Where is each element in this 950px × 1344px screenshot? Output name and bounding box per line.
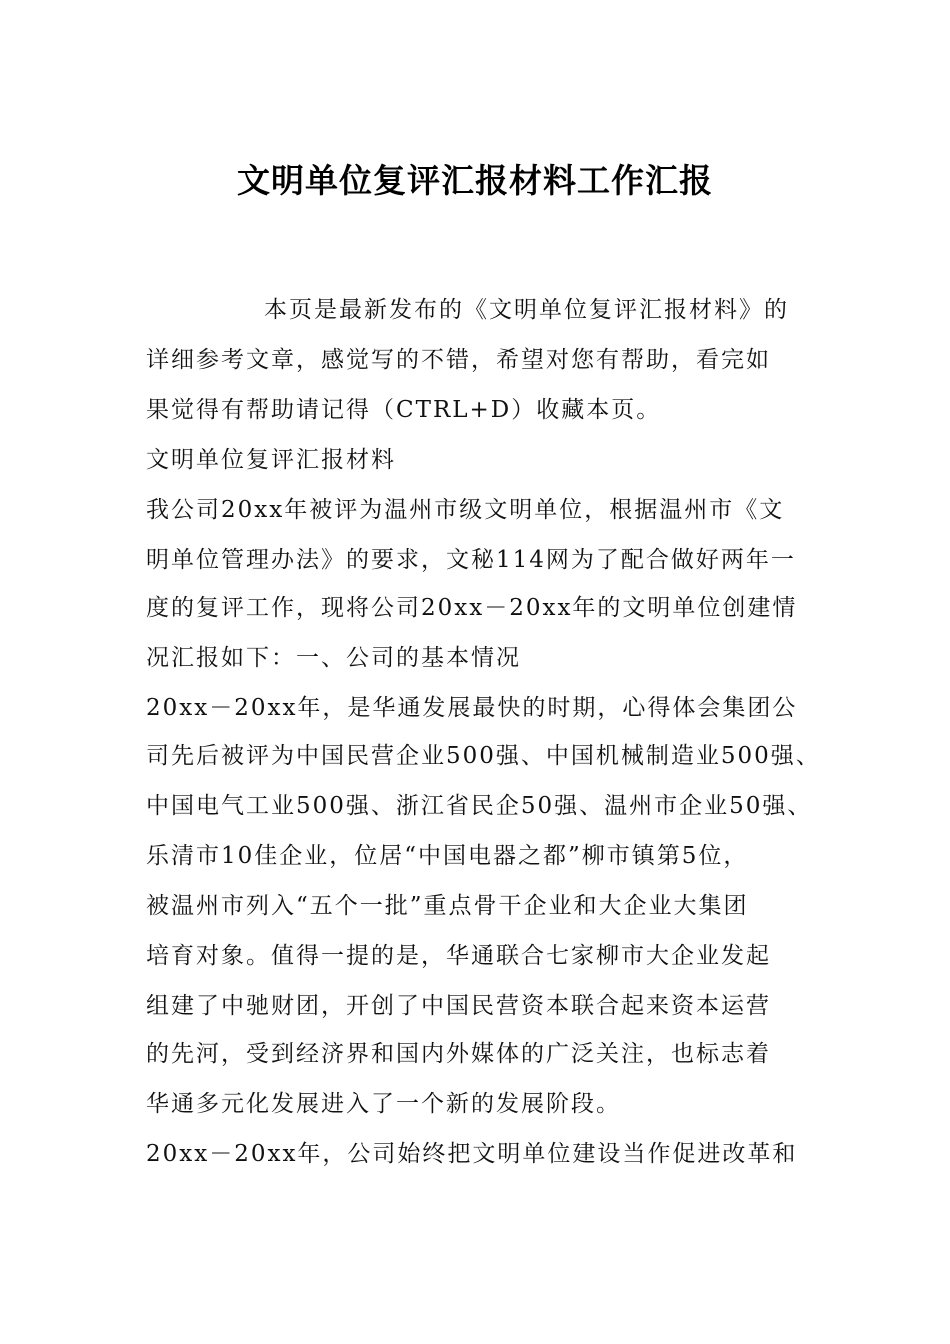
text-line: 组建了中驰财团，开创了中国民营资本联合起来资本运营 <box>146 993 771 1019</box>
text-line: 度的复评工作，现将公司20xx－20xx年的文明单位创建情 <box>146 595 798 621</box>
text-line: 培育对象。值得一提的是，华通联合七家柳市大企业发起 <box>146 943 771 969</box>
text-line: 果觉得有帮助请记得（CTRL+D）收藏本页。 <box>146 397 662 423</box>
text-line: 中国电气工业500强、浙江省民企50强、温州市企业50强、 <box>146 793 813 819</box>
text-line: 20xx－20xx年，公司始终把文明单位建设当作促进改革和 <box>146 1141 798 1167</box>
text-line: 华通多元化发展进入了一个新的发展阶段。 <box>146 1091 621 1117</box>
text-line: 本页是最新发布的《文明单位复评汇报材料》的 <box>264 297 789 323</box>
text-line: 详细参考文章，感觉写的不错，希望对您有帮助，看完如 <box>146 347 771 373</box>
text-line: 乐清市10佳企业，位居“中国电器之都”柳市镇第5位， <box>146 843 749 869</box>
text-line: 我公司20xx年被评为温州市级文明单位，根据温州市《文 <box>146 497 785 523</box>
text-line: 司先后被评为中国民营企业500强、中国机械制造业500强、 <box>146 743 821 769</box>
text-line: 况汇报如下：一、公司的基本情况 <box>146 645 521 671</box>
text-line: 的先河，受到经济界和国内外媒体的广泛关注，也标志着 <box>146 1041 771 1067</box>
text-line: 被温州市列入“五个一批”重点骨干企业和大企业大集团 <box>146 893 749 919</box>
text-line: 20xx－20xx年，是华通发展最快的时期，心得体会集团公 <box>146 695 798 721</box>
document-title: 文明单位复评汇报材料工作汇报 <box>237 161 713 200</box>
text-line: 文明单位复评汇报材料 <box>146 447 396 473</box>
text-line: 明单位管理办法》的要求，文秘114网为了配合做好两年一 <box>146 547 796 573</box>
